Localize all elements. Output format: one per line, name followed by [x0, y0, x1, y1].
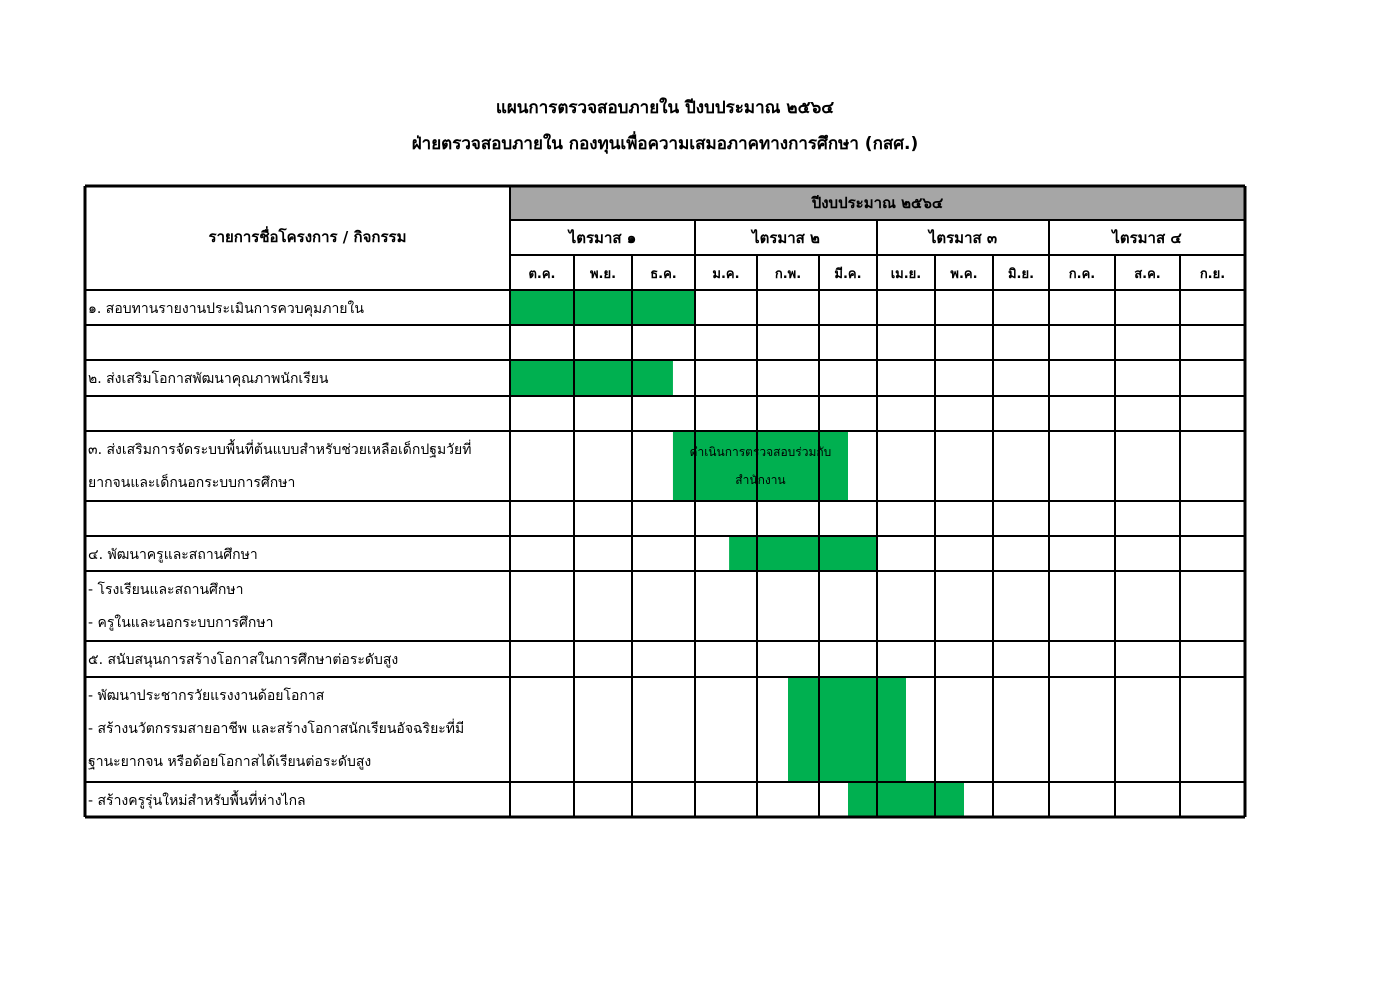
month-header: ส.ค.: [1134, 267, 1161, 282]
schedule-bar: [673, 432, 848, 501]
quarter-header: ไตรมาส ๑: [568, 229, 637, 247]
schedule-bar: [510, 361, 673, 396]
quarter-header: ไตรมาส ๒: [752, 229, 820, 247]
fiscal-year-header: ปีงบประมาณ ๒๕๖๔: [811, 194, 944, 212]
month-header: มิ.ย.: [1007, 267, 1035, 282]
document-subtitle: ฝ่ายตรวจสอบภายใน กองทุนเพื่อความเสมอภาคทางการศึกษา (กสศ.): [411, 134, 919, 154]
month-header: ก.ค.: [1068, 267, 1096, 282]
bar-label: ดำเนินการตรวจสอบร่วมกับ: [689, 445, 832, 459]
month-header: ต.ค.: [528, 267, 556, 282]
activity-label: ๒. ส่งเสริมโอกาสพัฒนาคุณภาพนักเรียน: [88, 371, 329, 387]
month-header: ธ.ค.: [650, 267, 677, 282]
activity-column-header: รายการชื่อโครงการ / กิจกรรม: [208, 228, 407, 246]
month-header: มี.ค.: [834, 267, 862, 282]
activity-label: ๔. พัฒนาครูและสถานศึกษา: [88, 547, 258, 563]
month-header: เม.ย.: [890, 267, 922, 282]
activity-label: ยากจนและเด็กนอกระบบการศึกษา: [88, 475, 296, 491]
activity-label: - ครูในและนอกระบบการศึกษา: [88, 615, 274, 631]
month-header: ก.ย.: [1199, 267, 1226, 282]
activity-label: ๓. ส่งเสริมการจัดระบบพื้นที่ต้นแบบสำหรับช่วยเหลือเด็กปฐมวัยที่: [88, 442, 472, 458]
schedule-bar: [788, 678, 906, 782]
bar-label: สำนักงาน: [735, 473, 786, 487]
month-header: พ.ย.: [589, 267, 617, 282]
document-title: แผนการตรวจสอบภายใน ปีงบประมาณ ๒๕๖๔: [495, 98, 835, 118]
activity-label: ๕. สนับสนุนการสร้างโอกาสในการศึกษาต่อระดับสูง: [88, 652, 399, 668]
activity-label: ฐานะยากจน หรือด้อยโอกาสได้เรียนต่อระดับสูง: [88, 754, 372, 770]
schedule-bar: [848, 783, 964, 817]
activity-label: - สร้างครูรุ่นใหม่สำหรับพื้นที่ห่างไกล: [88, 793, 306, 809]
activity-label: - พัฒนาประชากรวัยแรงงานด้อยโอกาส: [88, 688, 325, 704]
activity-label: - สร้างนวัตกรรมสายอาชีพ และสร้างโอกาสนักเรียนอัจฉริยะที่มี: [88, 721, 465, 737]
activity-label: - โรงเรียนและสถานศึกษา: [88, 582, 244, 598]
quarter-header: ไตรมาส ๔: [1112, 229, 1182, 247]
month-header: ก.พ.: [774, 267, 802, 282]
month-header: ม.ค.: [712, 267, 740, 282]
quarter-header: ไตรมาส ๓: [928, 229, 998, 247]
schedule-bar: [510, 291, 695, 325]
activity-label: ๑. สอบทานรายงานประเมินการควบคุมภายใน: [88, 301, 364, 317]
month-header: พ.ค.: [950, 267, 978, 282]
schedule-bar: [729, 537, 877, 571]
